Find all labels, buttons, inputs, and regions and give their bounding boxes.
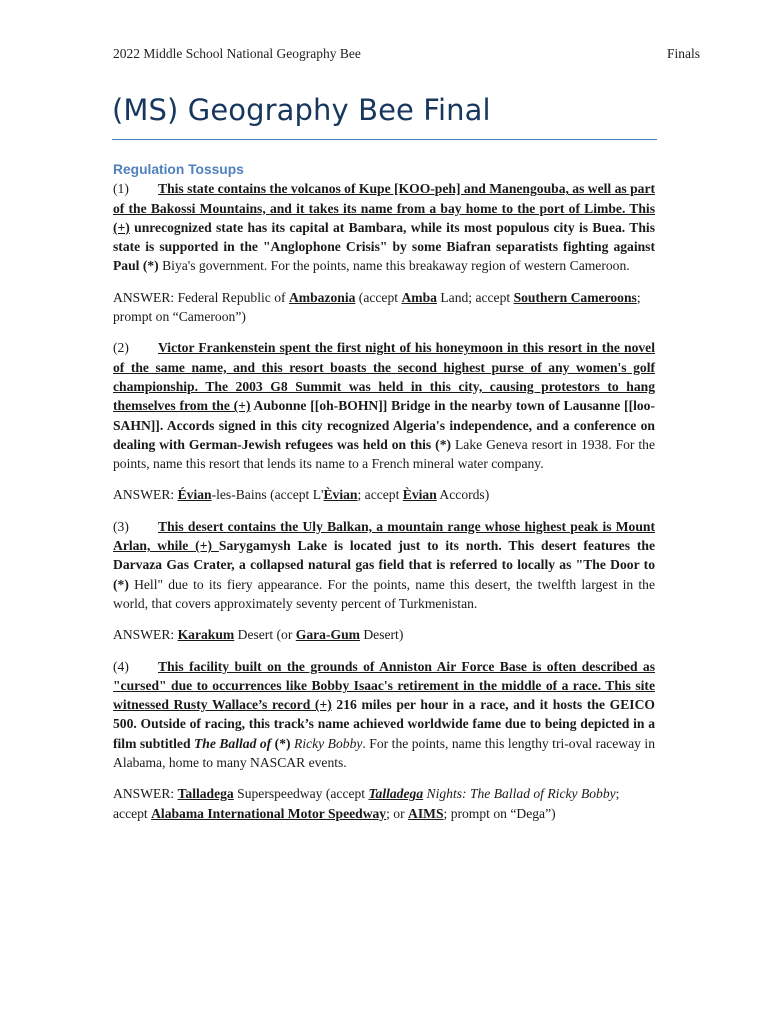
title-underline-rule [112,139,657,140]
tossup-2-answer [113,485,655,504]
tossup-1-answer [113,288,655,327]
bold-italic-text: The Ballad of [193,735,272,751]
tossup-number: (1) [113,181,129,197]
bold-text: Aubonne [[oh-BOHN]] Bridge in the nearby town of Lausanne [[loo-SAHN]]. Accords signed in this city recognized Algeria's independence, and a conference on dealing with German-Jewish refugees was held on this [113,398,655,452]
answer-text: (accept [355,289,402,305]
answer-text: ; or [386,805,409,821]
tossup-4-answer [113,784,655,823]
plain-text: Biya's government. For the points, name this breakaway region of western Cameroon. [158,258,630,274]
answer-text: Desert) [359,627,404,643]
answer-label: ANSWER: [113,786,178,802]
plain-text: . For the points, name this lengthy tri-oval raceway in Alabama, home to many NASCAR events. [113,735,656,771]
tossup-4-question [113,657,655,773]
answer-text: Nights: The Ballad of Ricky Bobby [423,786,616,802]
tossup-1-question [113,179,655,275]
page-header [113,46,700,62]
bold-text: unrecognized state has its capital at Bambara, while its most populous city is Buea. This state is supported in the "Anglophone Crisis" by some Biafran separatists fighting against Paul [113,219,655,274]
answer-required: Èvian [323,487,358,503]
answer-required: Évian [177,487,212,503]
answer-label: ANSWER: [113,627,178,643]
answer-required: Talladega [368,786,424,802]
answer-required: Southern Cameroons [513,289,637,305]
answer-text: ; prompt on “Dega”) [443,805,556,821]
answer-text: -les-Bains (accept L' [211,487,324,503]
tossup-2-question [113,338,655,473]
answer-text: Land; accept [436,289,514,305]
bold-text: Sarygamysh Lake is located just to its north. This desert features the Darvaza Gas Crater, a collapsed natural gas field that is referred to locally as "The Door to [113,538,656,573]
star-marker: (*) [113,576,129,592]
tossup-3-question [113,517,655,613]
header-round-name: Finals [666,46,700,61]
answer-required: Èvian [402,487,437,503]
answer-label: ANSWER: [113,289,178,305]
tossup-number: (3) [113,518,129,534]
power-text: This state contains the volcanos of Kupe [KOO-peh] and Manengouba, as well as part of the Bakossi Mountains, and it takes its name from a bay home to the port of Limbe. This (+) [113,181,655,235]
answer-required: AIMS [408,805,444,821]
plain-text: Hell" due to its fiery appearance. For the points, name this desert, the twelfth largest in the world, that covers approximately seventy percent of Turkmenistan. [113,576,655,611]
document-body [113,160,655,835]
star-marker: (*) [271,735,291,751]
answer-required: Gara-Gum [295,627,360,643]
answer-text: Federal Republic of [177,289,289,305]
power-text: This desert contains the Uly Balkan, a mountain range whose highest peak is Mount Arlan, while (+) [113,518,655,554]
star-marker: (*) [142,258,159,274]
tossup-3-answer [113,625,655,644]
answer-text: ; prompt on “Cameroon”) [113,289,641,325]
italic-text: Ricky Bobby [290,735,363,751]
power-text: This facility built on the grounds of Anniston Air Force Base is often described as "cursed" due to occurrences like Bobby Isaac's retirement in the middle of a race. This site witnessed Rusty Wallace’s record (+) [113,658,655,713]
answer-required: Amba [401,289,437,305]
plain-text: Lake Geneva resort in 1938. For the points, name this resort that lends its name to a French mineral water company. [113,436,656,472]
answer-required: Alabama International Motor Speedway [151,805,387,821]
page-title: (MS) Geography Bee Final [112,93,491,127]
answer-text: Accords) [436,487,490,503]
answer-label: ANSWER: [113,487,178,503]
answer-required: Talladega [177,786,234,802]
answer-text: ; accept [113,786,620,821]
bold-text: 216 miles per hour in a race, and it hosts the GEICO 500. Outside of racing, this track’s name achieved worldwide fame due to being depicted in a film subtitled [113,697,655,751]
section-heading: Regulation Tossups [113,162,244,177]
tossup-number: (2) [113,340,129,356]
star-marker: (*) [435,436,452,452]
answer-required: Karakum [177,627,235,643]
tossup-number: (4) [113,658,129,674]
answer-text: Desert (or [234,627,296,643]
answer-required: Ambazonia [288,289,356,305]
answer-text: ; accept [357,487,403,503]
header-event-name: 2022 Middle School National Geography Bee [113,46,361,61]
answer-text: Superspeedway (accept [233,786,369,802]
power-text: Victor Frankenstein spent the first night of his honeymoon in this resort in the novel of the same name, and this resort boasts the second highest purse of any women's golf championship. The 2003 G8 Summit was held in this city, causing protestors to hang themselves from the (+) [113,340,655,414]
